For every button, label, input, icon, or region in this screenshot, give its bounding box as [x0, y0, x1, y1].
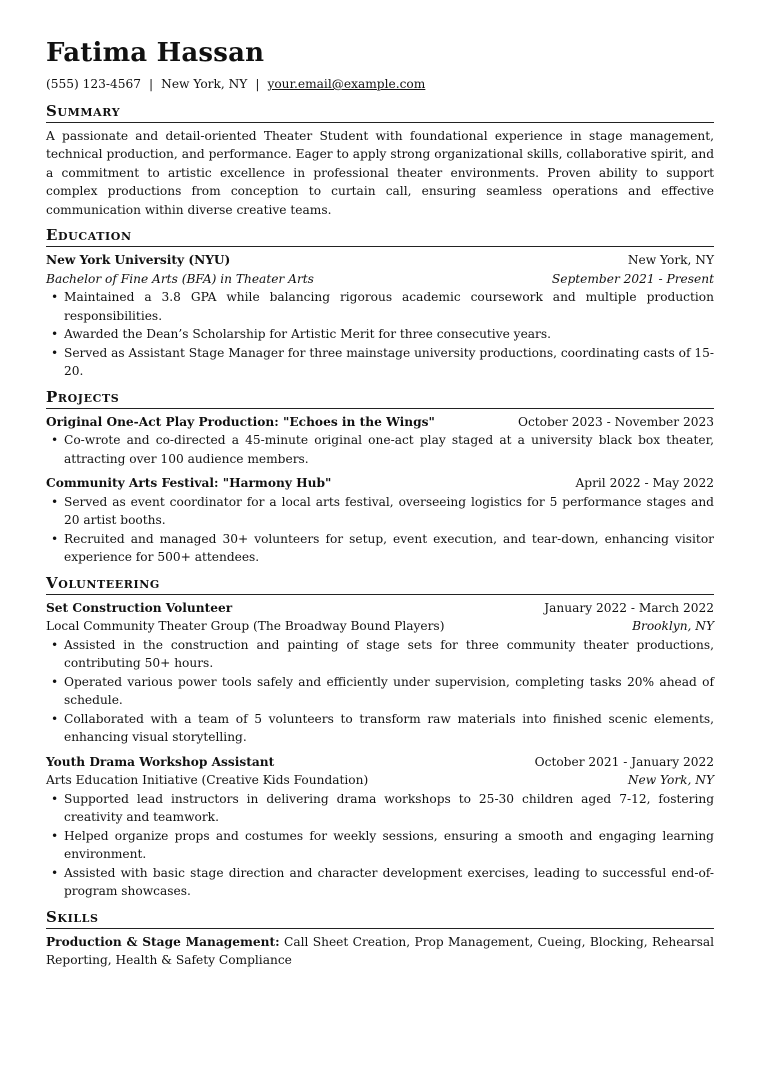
- volunteer-role: Set Construction Volunteer: [46, 600, 233, 615]
- project-entry: [46, 413, 714, 469]
- skills-list: Call Sheet Creation, Prop Management, Cueing, Blocking, Rehearsal Reporting, Health & Safety Compliance: [46, 934, 714, 967]
- volunteer-org-row: [46, 617, 714, 636]
- project-header-row: [46, 413, 714, 432]
- volunteer-entry: [46, 753, 714, 901]
- project-header-row: [46, 474, 714, 493]
- degree: Bachelor of Fine Arts (BFA) in Theater Arts: [46, 271, 314, 286]
- education-degree-row: [46, 270, 714, 289]
- volunteer-entry: [46, 599, 714, 747]
- volunteer-location: New York, NY: [627, 773, 714, 787]
- education-header-row: [46, 251, 714, 270]
- skills-line: [46, 933, 714, 970]
- section-title-volunteering: Volunteering: [46, 574, 714, 595]
- list-item: • Supported lead instructors in delivering drama workshops to 25-30 children aged 7-12, fostering creativity and teamwork.: [46, 790, 714, 827]
- contact-line: [46, 75, 714, 94]
- contact-separator: |: [255, 77, 260, 91]
- volunteer-bullets: [46, 790, 714, 901]
- project-bullets: [46, 431, 714, 468]
- volunteer-role: Youth Drama Workshop Assistant: [46, 754, 275, 769]
- email-link[interactable]: your.email@example.com: [267, 77, 426, 91]
- section-title-skills: Skills: [46, 908, 714, 929]
- list-item: • Awarded the Dean’s Scholarship for Artistic Merit for three consecutive years.: [46, 325, 714, 344]
- project-entry: [46, 474, 714, 567]
- school-location: New York, NY: [627, 253, 714, 267]
- volunteer-dates: January 2022 - March 2022: [544, 600, 714, 615]
- volunteer-header-row: [46, 753, 714, 772]
- list-item: • Co-wrote and co-directed a 45-minute original one-act play staged at a university black box theater, attracting over 100 audience members.: [46, 431, 714, 468]
- candidate-name: Fatima Hassan: [46, 38, 265, 68]
- list-item: • Operated various power tools safely and efficiently under supervision, completing tasks 20% ahead of schedule.: [46, 673, 714, 710]
- project-dates: October 2023 - November 2023: [517, 414, 714, 429]
- project-dates: April 2022 - May 2022: [575, 476, 714, 490]
- volunteer-org: Local Community Theater Group (The Broadway Bound Players): [46, 619, 445, 633]
- volunteer-org: Arts Education Initiative (Creative Kids Foundation): [46, 773, 369, 787]
- list-item: • Assisted in the construction and painting of stage sets for three community theater productions, contributing 50+ hours.: [46, 636, 714, 673]
- volunteer-org-row: [46, 771, 714, 790]
- list-item: • Maintained a 3.8 GPA while balancing rigorous academic coursework and multiple production responsibilities.: [46, 288, 714, 325]
- education-entry: [46, 251, 714, 381]
- list-item: • Recruited and managed 30+ volunteers for setup, event execution, and tear-down, enhancing visitor experience for 500+ attendees.: [46, 530, 714, 567]
- education-dates: September 2021 - Present: [551, 271, 714, 286]
- contact-separator: |: [149, 77, 154, 91]
- volunteer-dates: October 2021 - January 2022: [534, 754, 714, 769]
- list-item: • Served as Assistant Stage Manager for three mainstage university productions, coordinating casts of 15-20.: [46, 344, 714, 381]
- location: New York, NY: [161, 77, 248, 91]
- volunteer-location: Brooklyn, NY: [632, 619, 714, 633]
- volunteer-header-row: [46, 599, 714, 618]
- list-item: • Collaborated with a team of 5 volunteers to transform raw materials into finished scenic elements, enhancing visual storytelling.: [46, 710, 714, 747]
- education-bullets: [46, 288, 714, 381]
- section-title-summary: Summary: [46, 102, 714, 123]
- volunteer-bullets: [46, 636, 714, 747]
- section-title-projects: Projects: [46, 388, 714, 409]
- list-item: • Assisted with basic stage direction and character development exercises, leading to successful end-of-program showcases.: [46, 864, 714, 901]
- section-title-education: Education: [46, 226, 714, 247]
- school-name: New York University (NYU): [46, 253, 231, 267]
- list-item: • Helped organize props and costumes for weekly sessions, ensuring a smooth and engaging learning environment.: [46, 827, 714, 864]
- phone: (555) 123-4567: [46, 77, 142, 91]
- project-name: Community Arts Festival: "Harmony Hub": [46, 476, 332, 490]
- project-name: Original One-Act Play Production: "Echoes in the Wings": [46, 414, 435, 429]
- list-item: • Served as event coordinator for a local arts festival, overseeing logistics for 5 performance stages and 20 artist booths.: [46, 493, 714, 530]
- project-bullets: [46, 493, 714, 567]
- skills-category: Production & Stage Management:: [46, 934, 280, 949]
- summary-text: A passionate and detail-oriented Theater Student with foundational experience in stage management, technical production, and performance. Eager to apply strong organizational skills, collaborative spirit, and a commitment to artistic excellence in professional theater environments. Proven ability to support complex productions from conception to curtain call, ensuring seamless operations and effective communication within diverse creative teams.: [46, 128, 714, 217]
